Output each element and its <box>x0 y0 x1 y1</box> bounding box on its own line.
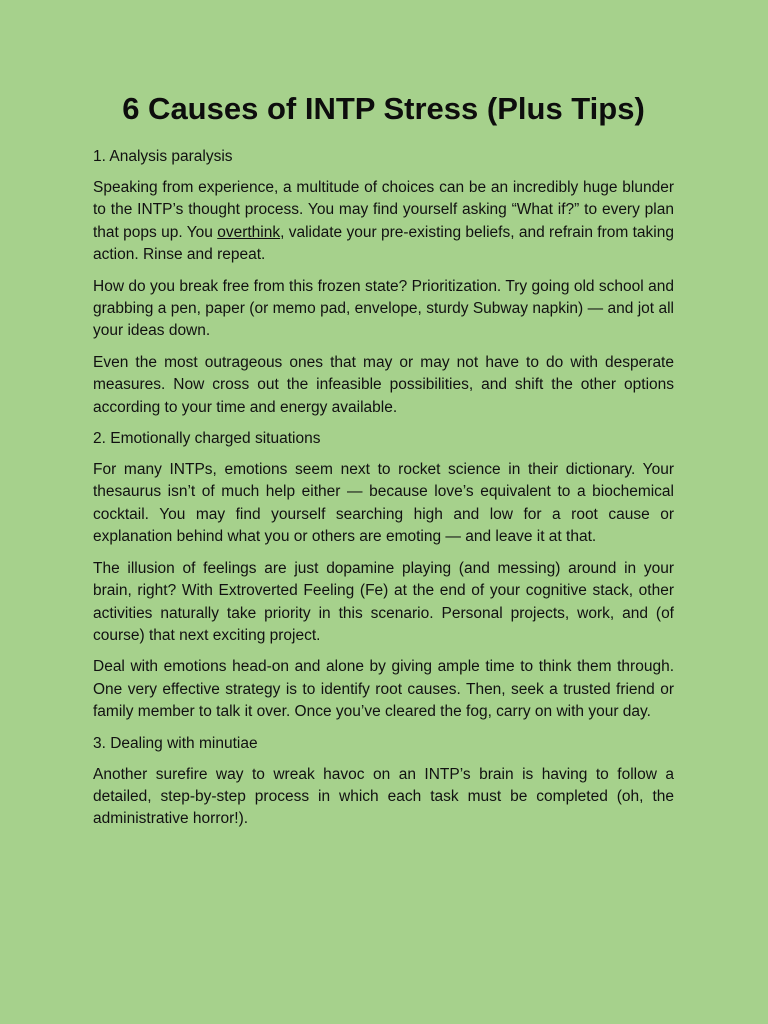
section-analysis-paralysis <box>93 146 674 419</box>
overthink-link[interactable]: overthink <box>217 223 281 241</box>
section-dealing-with-minutiae <box>93 733 674 831</box>
section-heading: 3. Dealing with minutiae <box>93 734 258 752</box>
paragraph: How do you break free from this frozen state? Prioritization. Try going old school and grabbing a pen, paper (or memo pad, envelope, sturdy Subway napkin) — and jot all your ideas down. <box>93 277 674 340</box>
paragraph: Deal with emotions head-on and alone by giving ample time to think them through. One very effective strategy is to identify root causes. Then, seek a trusted friend or family member to talk it over. Once you’ve cleared the fog, carry on with your day. <box>93 658 674 721</box>
paragraph: For many INTPs, emotions seem next to rocket science in their dictionary. Your thesaurus isn’t of much help either — because love’s equivalent to a biochemical cocktail. You may find yourself searching high and low for a root cause or explanation behind what you or others are emoting — and leave it at that. <box>93 461 674 546</box>
section-heading: 1. Analysis paralysis <box>93 148 233 165</box>
paragraph-text: , validate your pre-existing beliefs, and refrain from taking action. Rinse and repeat. <box>93 223 674 264</box>
paragraph <box>93 177 674 267</box>
paragraph: Another surefire way to wreak havoc on an INTP’s brain is having to follow a detailed, step-by-step process in which each task must be completed (oh, the administrative horror!). <box>93 765 674 828</box>
paragraph-text: Speaking from experience, a multitude of choices can be an incredibly huge blunder to the INTP’s thought process. You may find yourself asking “What if?” to every plan that pops up. You <box>93 179 674 241</box>
paragraph: The illusion of feelings are just dopamine playing (and messing) around in your brain, right? With Extroverted Feeling (Fe) at the end of your cognitive stack, other activities naturally take priority in this scenario. Personal projects, work, and (of course) that next exciting project. <box>93 559 674 644</box>
page-title: 6 Causes of INTP Stress (Plus Tips) <box>122 91 645 126</box>
paragraph: Even the most outrageous ones that may or may not have to do with desperate measures. Now cross out the infeasible possibilities, and shift the other options according to your time and energy available. <box>93 353 674 416</box>
section-heading: 2. Emotionally charged situations <box>93 430 321 448</box>
section-emotionally-charged-situations <box>93 428 674 723</box>
